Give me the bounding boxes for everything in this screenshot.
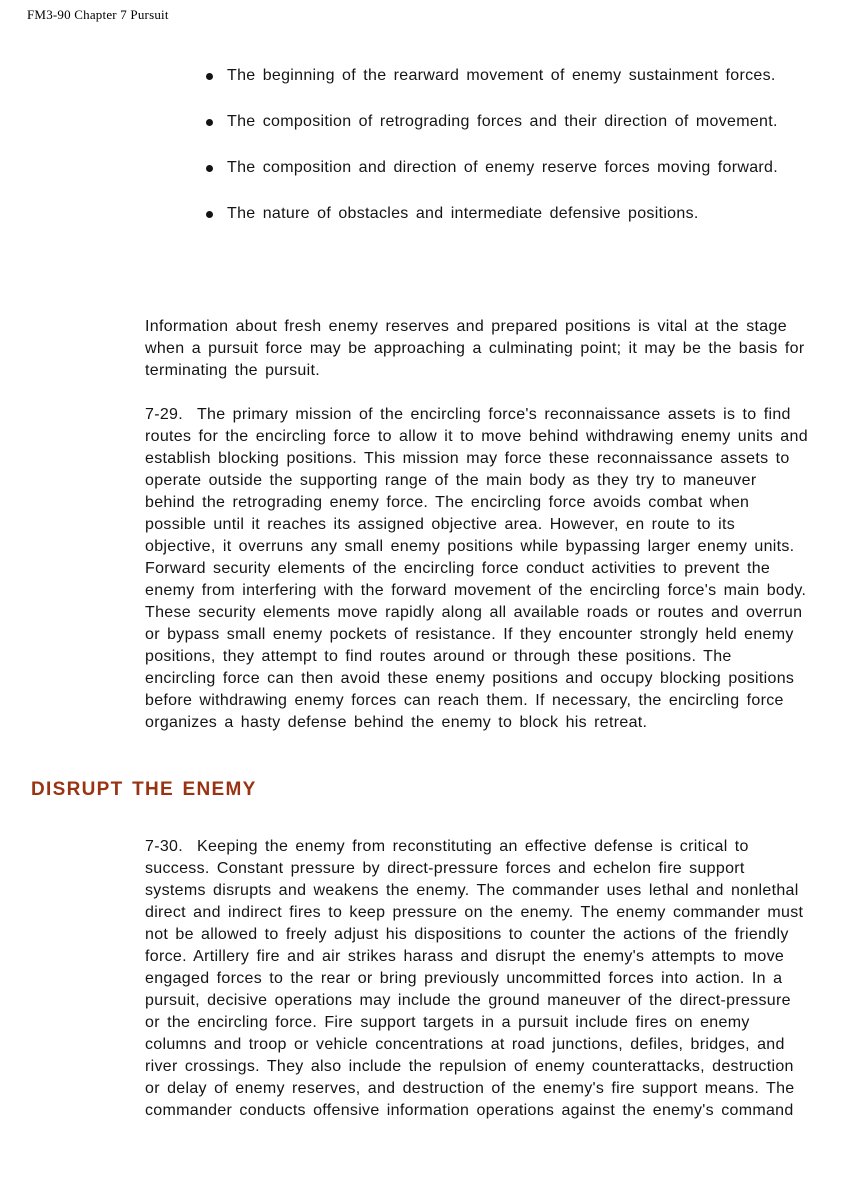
bullet-icon [206, 73, 213, 80]
bullet-icon [206, 211, 213, 218]
section-heading-disrupt-the-enemy: DISRUPT THE ENEMY [31, 779, 257, 800]
paragraph-text: The primary mission of the encircling force's reconnaissance assets is to find routes for the encircling force to allow it to move behind withdrawing enemy units and establish blocking positions. This mission may force these reconnaissance assets to operate outside the supporting range of the main body as they try to maneuver behind the retrograding enemy force. The encircling force avoids combat when possible until it reaches its assigned objective area. However, en route to its objective, it overruns any small enemy positions while bypassing larger enemy units. Forward security elements of the encircling force conduct activities to prevent the enemy from interfering with the forward movement of the encircling force's main body. These security elements move rapidly along all available roads or routes and overrun or bypass small enemy pockets of resistance. If they encounter strongly held enemy positions, they attempt to find routes around or through these positions. The encircling force can then avoid these enemy positions and occupy blocking positions before withdrawing enemy forces can reach them. If necessary, the encircling force organizes a hasty defense behind the enemy to block his retreat. [145, 406, 808, 731]
paragraph-culminating-point: Information about fresh enemy reserves and prepared positions is vital at the stage when a pursuit force may be approaching a culminating point; it may be the basis for terminating the pursuit. [145, 318, 805, 379]
bullet-list [206, 65, 780, 249]
paragraph-7-30 [145, 836, 809, 1122]
list-item [206, 111, 780, 133]
paragraph-number: 7-30. [145, 838, 183, 855]
paragraph-7-29 [145, 404, 809, 734]
list-item-text: The composition of retrograding forces and their direction of movement. [227, 113, 778, 130]
list-item-text: The nature of obstacles and intermediate defensive positions. [227, 205, 699, 222]
document-header-label: FM3-90 Chapter 7 Pursuit [27, 7, 169, 22]
paragraph-text: Keeping the enemy from reconstituting an effective defense is critical to success. Constant pressure by direct-pressure forces and echelon fire support systems disrupts and weakens the enemy. The commander uses lethal and nonlethal direct and indirect fires to keep pressure on the enemy. The enemy commander must not be allowed to freely adjust his dispositions to counter the actions of the friendly force. Artillery fire and air strikes harass and disrupt the enemy's attempts to move engaged forces to the rear or bring previously uncommitted forces into action. In a pursuit, decisive operations may include the ground maneuver of the direct-pressure or the encircling force. Fire support targets in a pursuit include fires on enemy columns and troop or vehicle concentrations at road junctions, defiles, bridges, and river crossings. They also include the repulsion of enemy counterattacks, destruction or delay of enemy reserves, and destruction of the enemy's fire support means. The commander conducts offensive information operations against the enemy's command [145, 838, 804, 1119]
list-item-text: The composition and direction of enemy reserve forces moving forward. [227, 159, 778, 176]
list-item [206, 157, 780, 179]
bullet-icon [206, 165, 213, 172]
bullet-icon [206, 119, 213, 126]
list-item-text: The beginning of the rearward movement of enemy sustainment forces. [227, 67, 776, 84]
list-item [206, 65, 780, 87]
paragraph-number: 7-29. [145, 406, 183, 423]
list-item [206, 203, 780, 225]
